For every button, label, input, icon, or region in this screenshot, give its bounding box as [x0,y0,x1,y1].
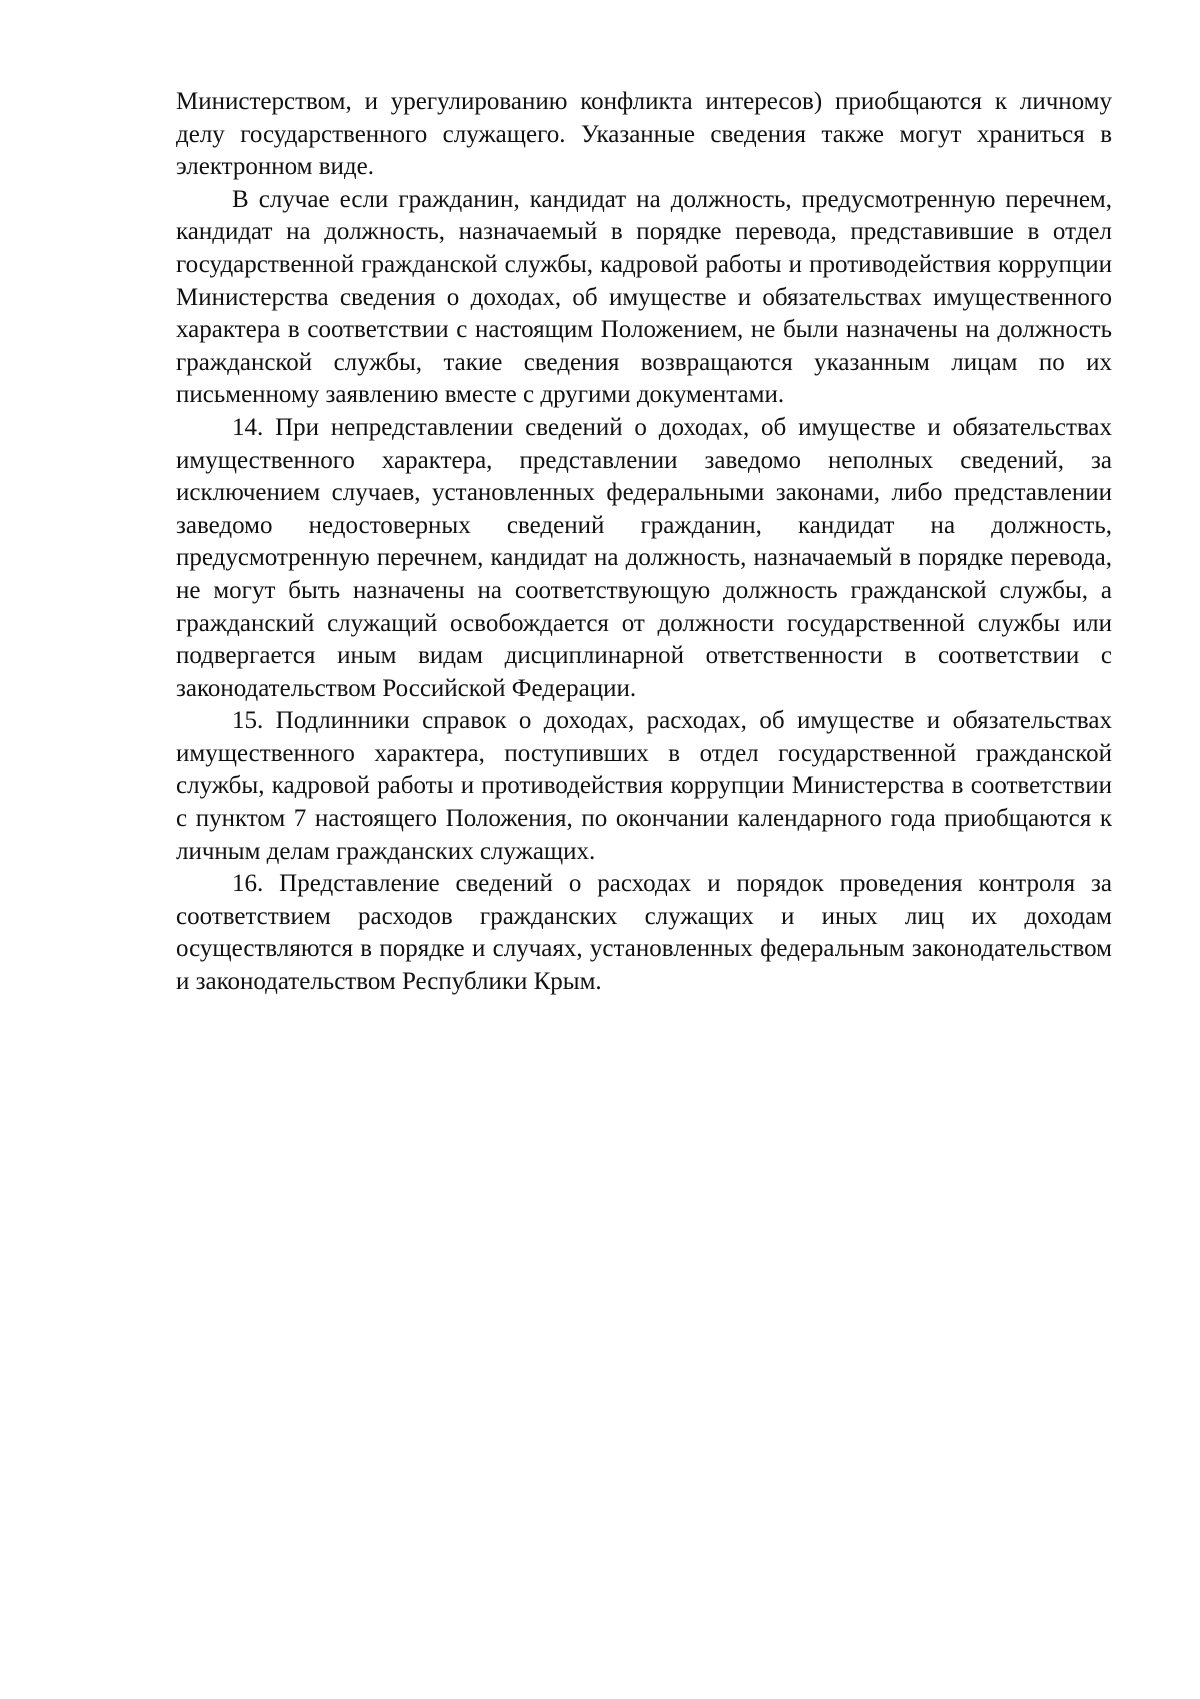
document-body [176,86,1112,999]
paragraph-item-14: 14. При непредставлении сведений о доходах, об имуществе и обязательствах имущественного характера, представлении заведомо неполных сведений, за исключением случаев, установленных федеральными законами, либо представлении заведомо недостоверных сведений гражданин, кандидат на должность, предусмотренную перечнем, кандидат на должность, назначаемый в порядке перевода, не могут быть назначены на соответствующую должность гражданской службы, а гражданский служащий освобождается от должности государственной службы или подвергается иным видам дисциплинарной ответственности в соответствии с законодательством Российской Федерации. [176,413,1112,702]
paragraph-continuation: Министерством, и урегулированию конфликта интересов) приобщаются к личному делу государственного служащего. Указанные сведения также могут храниться в электронном виде. [176,88,1112,181]
paragraph-returned-documents: В случае если гражданин, кандидат на должность, предусмотренную перечнем, кандидат на должность, назначаемый в порядке перевода, представившие в отдел государственной гражданской службы, кадровой работы и противодействия коррупции Министерства сведения о доходах, об имуществе и обязательствах имущественного характера в соответствии с настоящим Положением, не были назначены на должность гражданской службы, такие сведения возвращаются указанным лицам по их письменному заявлению вместе с другими документами. [176,185,1112,409]
paragraph-item-16: 16. Представление сведений о расходах и порядок проведения контроля за соответствием расходов гражданских служащих и иных лиц их доходам осуществляются в порядке и случаях, установленных федеральным законодательством и законодательством Республики Крым. [176,870,1112,996]
paragraph-item-15: 15. Подлинники справок о доходах, расходах, об имуществе и обязательствах имущественного характера, поступивших в отдел государственной гражданской службы, кадровой работы и противодействия коррупции Министерства в соответствии с пунктом 7 настоящего Положения, по окончании календарного года приобщаются к личным делам гражданских служащих. [176,707,1112,865]
